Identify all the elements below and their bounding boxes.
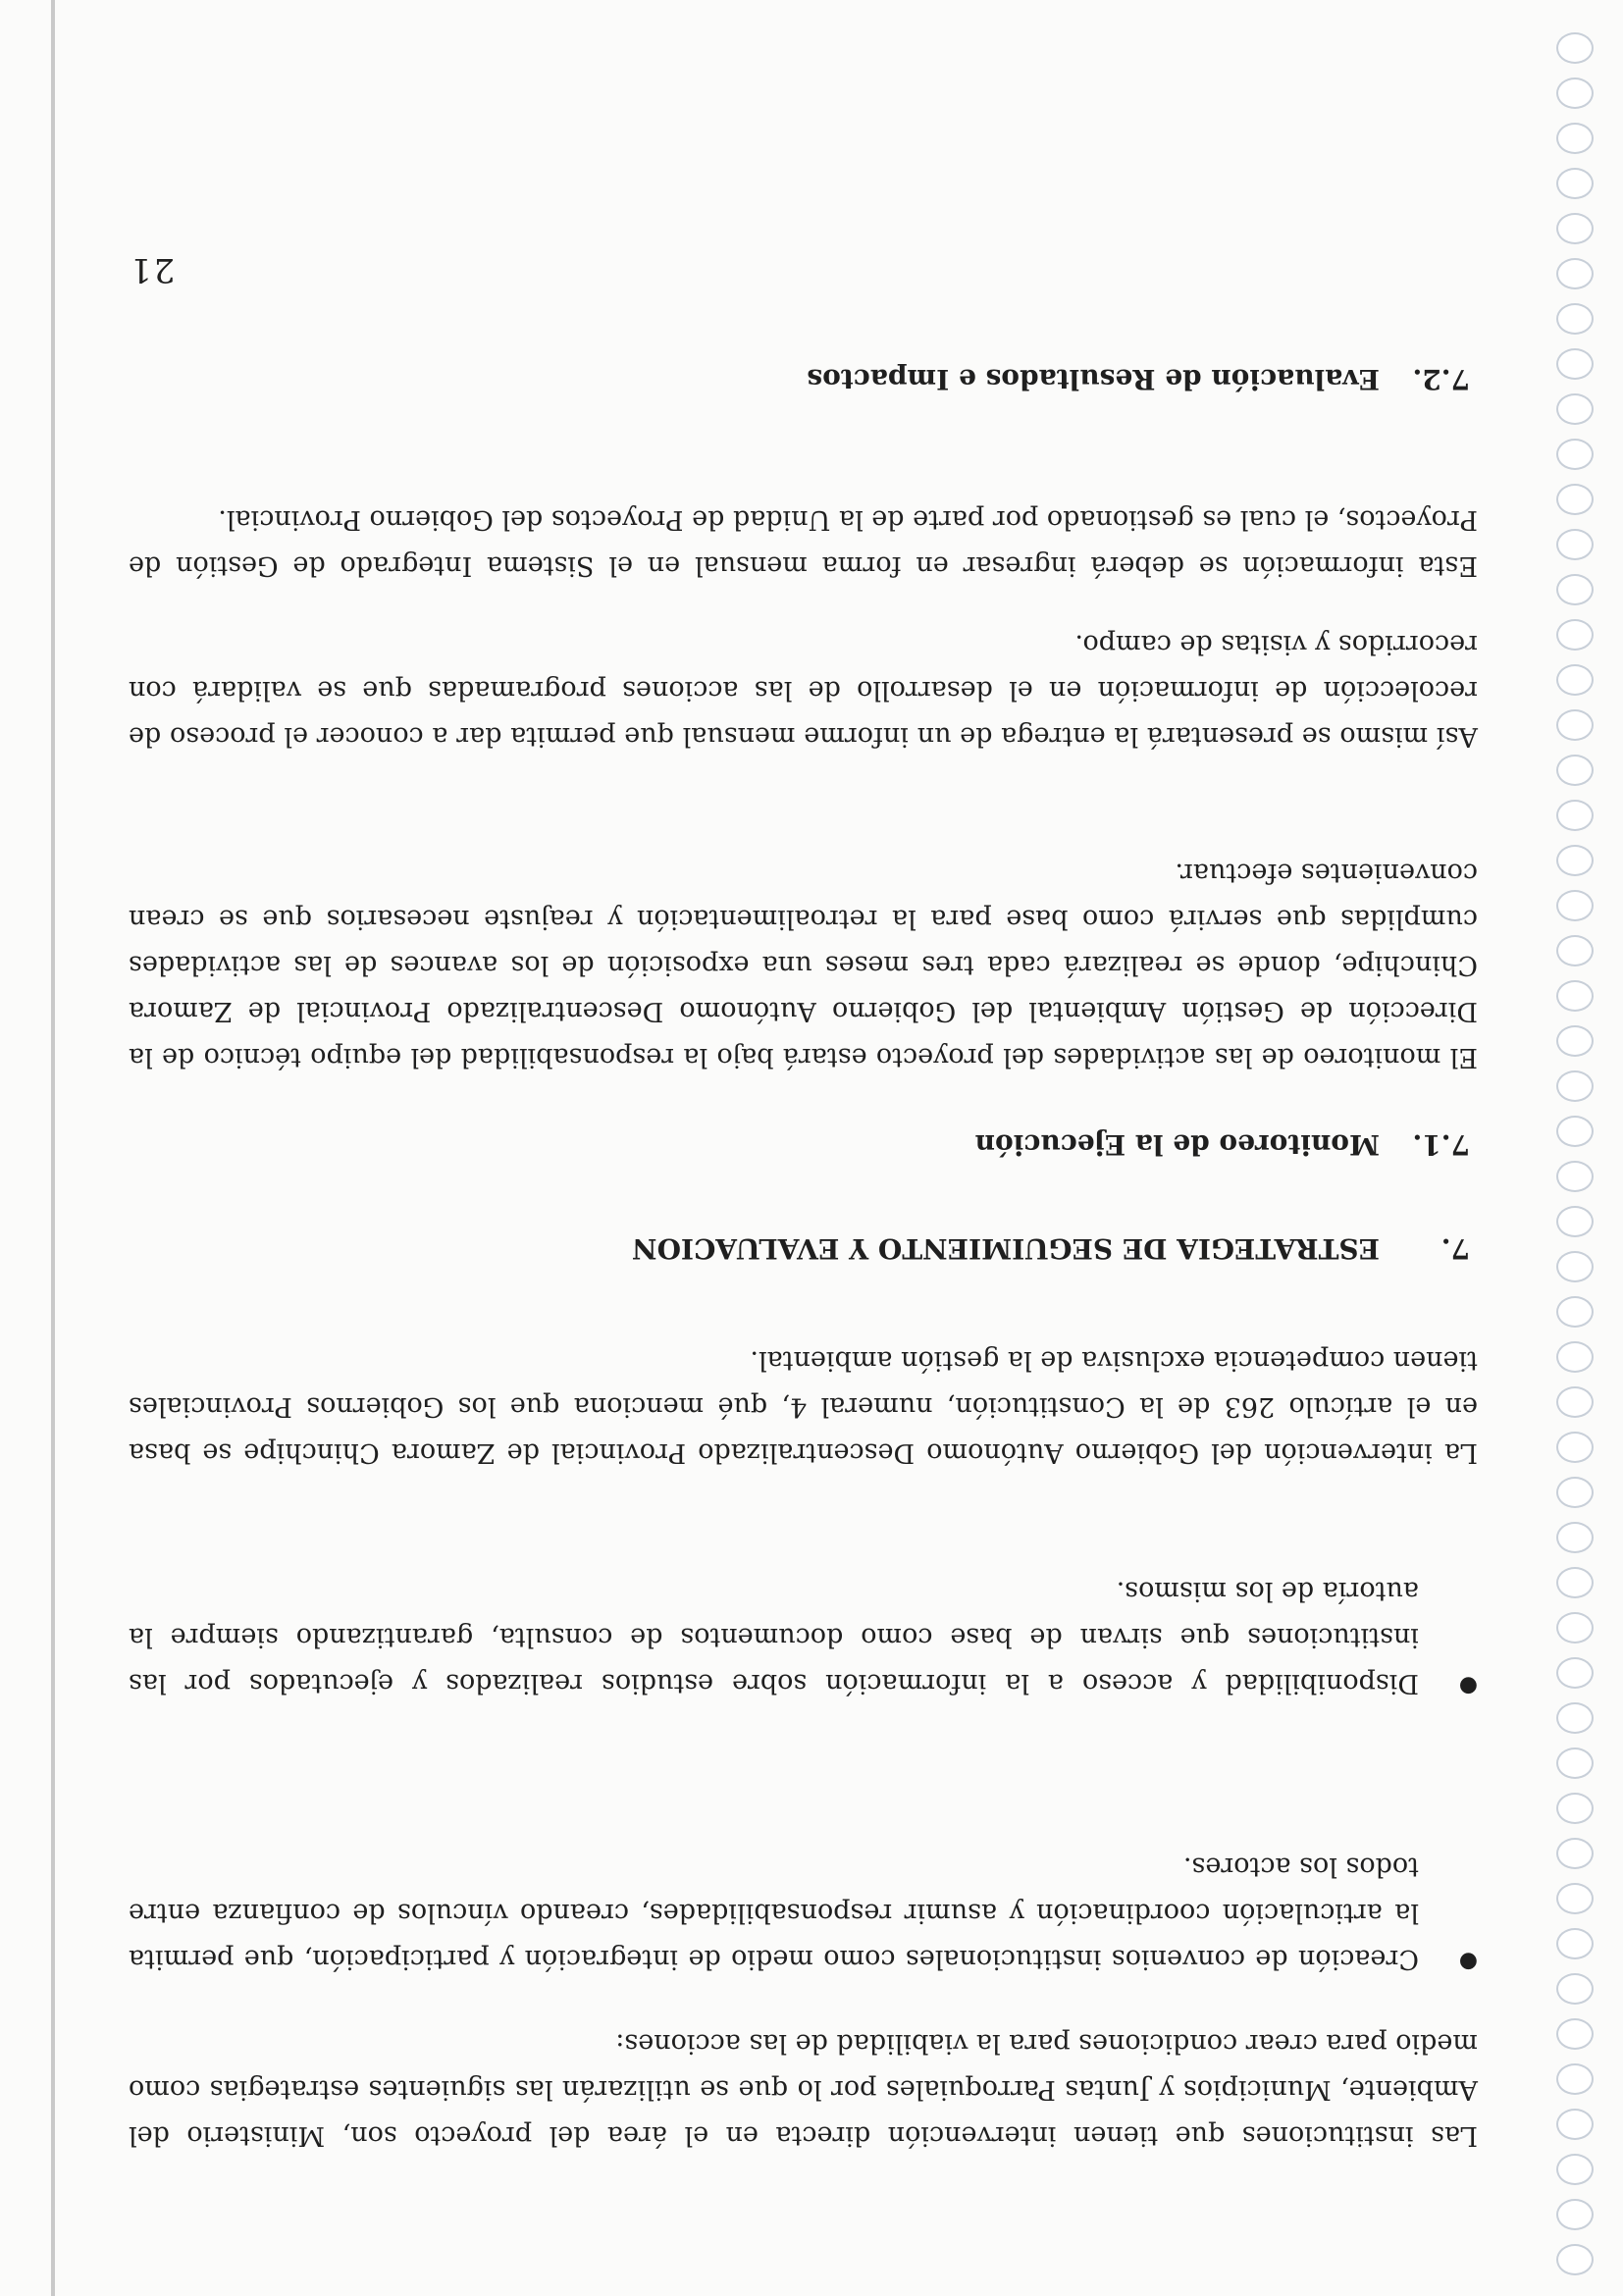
section-number: 7.1. xyxy=(1412,1128,1470,1161)
section-7-1-heading xyxy=(975,1128,1470,1161)
binding-hole xyxy=(1556,168,1594,199)
bullet-item: Disponibilidad y acceso a la información sobre estudios realizados y ejecutados por las instituciones que sirvan de base como documentos de consulta, garantizando siempre la autoría de los mismos. xyxy=(129,1576,1419,1698)
binding-holes xyxy=(1515,0,1623,2296)
binding-hole xyxy=(1556,1386,1594,1418)
section-7-2-heading xyxy=(807,363,1470,395)
binding-hole xyxy=(1556,2109,1594,2140)
binding-hole xyxy=(1556,348,1594,380)
monitoring-paragraph: El monitoreo de las actividades del proyecto estará bajo la responsabilidad del equipo técnico de la Dirección de Gestión Ambiental del Gobierno Autónomo Descentralizado Provincial de Zamora Chinchipe, donde se realizará cada tres meses una exposición de los avances de las actividades cumplidas que servirá como base para la retroalimentación y reajuste necesarios que se crean convenientes efectuar. xyxy=(129,858,1478,1072)
section-number: 7.2. xyxy=(1412,363,1470,395)
binding-hole xyxy=(1556,890,1594,921)
binding-hole xyxy=(1556,303,1594,335)
section-title: Evaluación de Resultados e Impactos xyxy=(807,363,1380,395)
binding-hole xyxy=(1556,800,1594,831)
binding-hole xyxy=(1556,2199,1594,2230)
binding-hole xyxy=(1556,1025,1594,1057)
binding-hole xyxy=(1556,1341,1594,1373)
binding-hole xyxy=(1556,1793,1594,1824)
binding-hole xyxy=(1556,1206,1594,1237)
binding-hole xyxy=(1556,1296,1594,1328)
binding-hole xyxy=(1556,484,1594,515)
binding-hole xyxy=(1556,213,1594,244)
bullet-marker: ● xyxy=(1458,1950,1478,1974)
system-paragraph: Esta información se deberá ingresar en forma mensual en el Sistema Integrado de Gestión de Proyectos, el cual es gestionado por parte de la Unidad de Proyectos del Gobierno Provincial. xyxy=(129,504,1478,581)
binding-hole xyxy=(1556,1432,1594,1463)
binding-hole xyxy=(1556,258,1594,289)
binding-hole xyxy=(1556,619,1594,651)
binding-hole xyxy=(1556,1928,1594,1959)
binding-hole xyxy=(1556,439,1594,470)
binding-hole xyxy=(1556,755,1594,786)
binding-hole xyxy=(1556,1522,1594,1553)
binding-hole xyxy=(1556,393,1594,425)
binding-hole xyxy=(1556,1883,1594,1914)
binding-hole xyxy=(1556,1251,1594,1282)
binding-hole xyxy=(1556,709,1594,741)
binding-hole xyxy=(1556,2154,1594,2185)
binding-hole xyxy=(1556,664,1594,696)
scan-edge-line xyxy=(51,0,55,2296)
binding-hole xyxy=(1556,78,1594,109)
binding-hole xyxy=(1556,1702,1594,1734)
binding-hole xyxy=(1556,32,1594,64)
binding-hole xyxy=(1556,1838,1594,1869)
binding-hole xyxy=(1556,123,1594,154)
binding-hole xyxy=(1556,1612,1594,1644)
binding-hole xyxy=(1556,529,1594,560)
binding-hole xyxy=(1556,980,1594,1012)
binding-hole xyxy=(1556,1116,1594,1147)
binding-hole xyxy=(1556,1567,1594,1598)
binding-hole xyxy=(1556,1748,1594,1779)
binding-hole xyxy=(1556,845,1594,876)
bullet-item: Creación de convenios institucionales como medio de integración y participación, que permita la articulación coordinación y asumir responsabilidades, creando vínculos de confianza entre todos los actores. xyxy=(129,1852,1419,1974)
page-number: 21 xyxy=(129,250,176,289)
binding-hole xyxy=(1556,1657,1594,1689)
section-title: Monitoreo de la Ejecución xyxy=(974,1128,1380,1161)
binding-hole xyxy=(1556,2018,1594,2050)
section-7-heading xyxy=(632,1232,1470,1265)
intervention-paragraph: La intervención del Gobierno Autónomo Descentralizado Provincial de Zamora Chinchipe se basa en el artículo 263 de la Constitución, numeral 4, qué menciona que los Gobiernos Provinciales tienen competencia exclusiva de la gestión ambiental. xyxy=(129,1345,1478,1468)
binding-hole xyxy=(1556,574,1594,605)
binding-hole xyxy=(1556,1973,1594,2005)
binding-hole xyxy=(1556,2244,1594,2275)
section-number: 7. xyxy=(1440,1232,1470,1265)
binding-hole xyxy=(1556,1070,1594,1102)
binding-hole xyxy=(1556,1161,1594,1192)
intro-paragraph: Las instituciones que tienen intervención directa en el área del proyecto son, Ministerio del Ambiente, Municipios y Juntas Parroquiales por lo que se utilizarán las siguientes estrategias como medio para crear condiciones para la viabilidad de las acciones: xyxy=(129,2028,1478,2151)
report-paragraph: Así mismo se presentará la entrega de un informe mensual que permita dar a conocer el proceso de recolección de información en el desarrollo de las acciones programadas que se validará con recorridos y visitas de campo. xyxy=(129,629,1478,752)
binding-hole xyxy=(1556,1477,1594,1508)
binding-hole xyxy=(1556,2063,1594,2095)
bullet-marker: ● xyxy=(1458,1674,1478,1698)
binding-hole xyxy=(1556,935,1594,966)
section-title: ESTRATEGIA DE SEGUIMIENTO Y EVALUACION xyxy=(631,1232,1380,1265)
